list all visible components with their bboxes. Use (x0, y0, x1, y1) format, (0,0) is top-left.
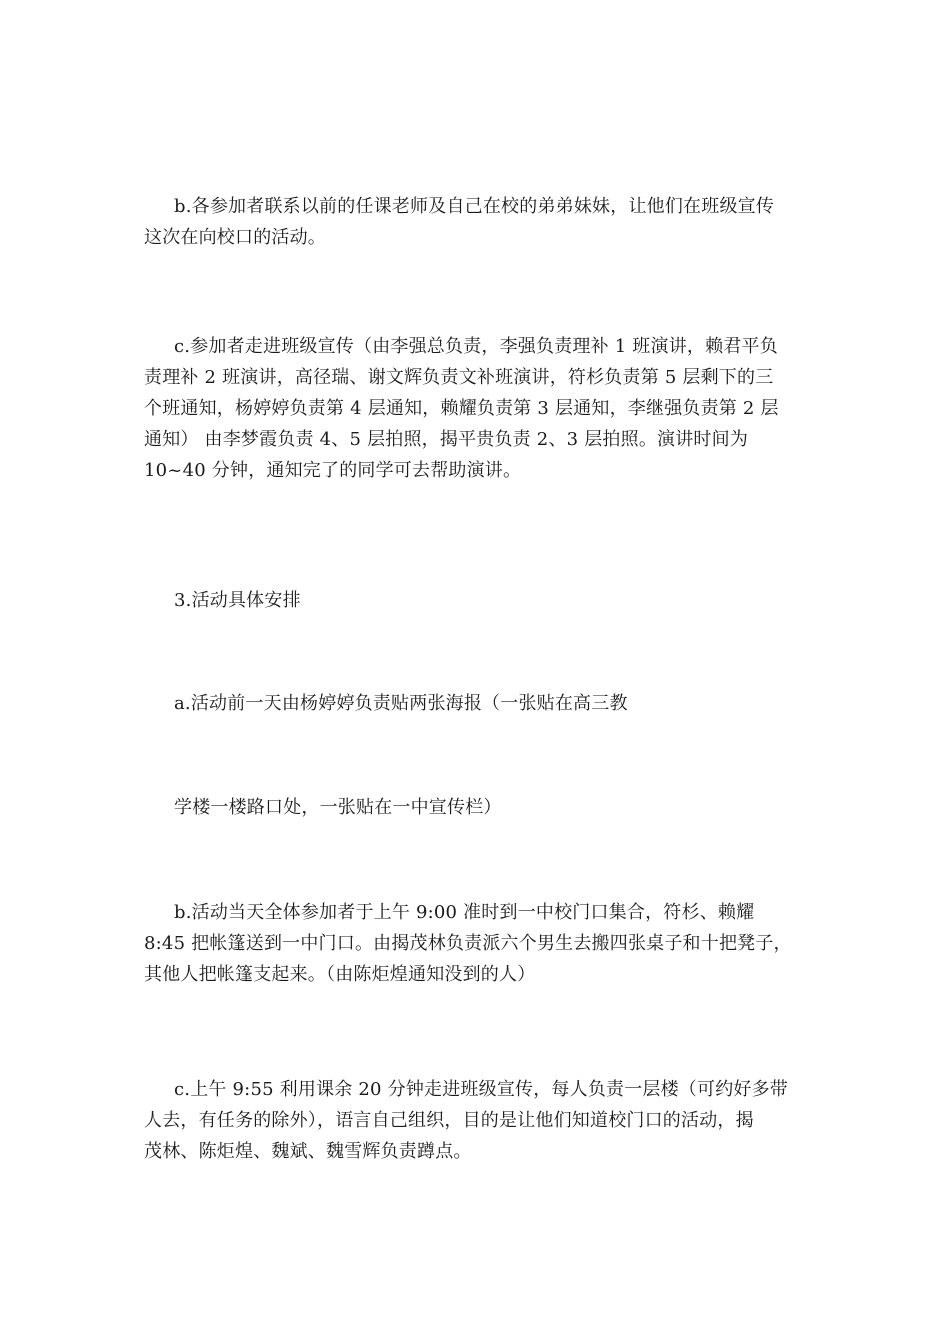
text-line: b.各参加者联系以前的任课老师及自己在校的弟弟妹妹，让他们在班级宣传 (174, 196, 775, 217)
text-line: 其他人把帐篷支起来。（由陈炬煌通知没到的人） (144, 964, 536, 985)
text-line: 8:45 把帐篷送到一中门口。由揭茂林负责派六个男生去搬四张桌子和十把凳子， (144, 933, 792, 954)
text-line: 人去，有任务的除外），语言自己组织，目的是让他们知道校门口的活动，揭 (144, 1110, 754, 1131)
paragraph-break-promotion (144, 1074, 824, 1167)
paragraph-activity-day (144, 897, 824, 990)
text-line: 个班通知，杨婷婷负责第 4 层通知，赖耀负责第 3 层通知，李继强负责第 2 层 (144, 398, 779, 419)
text-line: a.活动前一天由杨婷婷负责贴两张海报（一张贴在高三教 (174, 693, 628, 714)
text-line: 通知） 由李梦霞负责 4、5 层拍照，揭平贵负责 2、3 层拍照。演讲时间为 (144, 429, 749, 450)
text-line: 责理补 2 班演讲，高径瑞、谢文辉负责文补班演讲，符杉负责第 5 层剩下的三 (144, 367, 774, 388)
text-line: b.活动当天全体参加者于上午 9:00 准时到一中校门口集合，符杉、赖耀 (174, 902, 755, 923)
text-line: 茂林、陈炬煌、魏斌、魏雪辉负责蹲点。 (144, 1141, 472, 1162)
paragraph-contact-teachers (144, 191, 824, 253)
paragraph-poster-locations (144, 792, 824, 823)
text-line: c.参加者走进班级宣传（由李强总负责，李强负责理补 1 班演讲，赖君平负 (174, 336, 778, 357)
text-line: 3.活动具体安排 (174, 590, 301, 611)
text-line: 这次在向校口的活动。 (144, 227, 326, 248)
paragraph-class-promotion (144, 331, 824, 486)
paragraph-poster-day-before (144, 688, 824, 719)
text-line: 学楼一楼路口处，一张贴在一中宣传栏） (174, 797, 502, 818)
text-line: 10~40 分钟，通知完了的同学可去帮助演讲。 (144, 460, 522, 481)
text-line: c.上午 9:55 利用课余 20 分钟走进班级宣传，每人负责一层楼（可约好多带 (174, 1079, 789, 1100)
section-heading-schedule (144, 585, 824, 616)
